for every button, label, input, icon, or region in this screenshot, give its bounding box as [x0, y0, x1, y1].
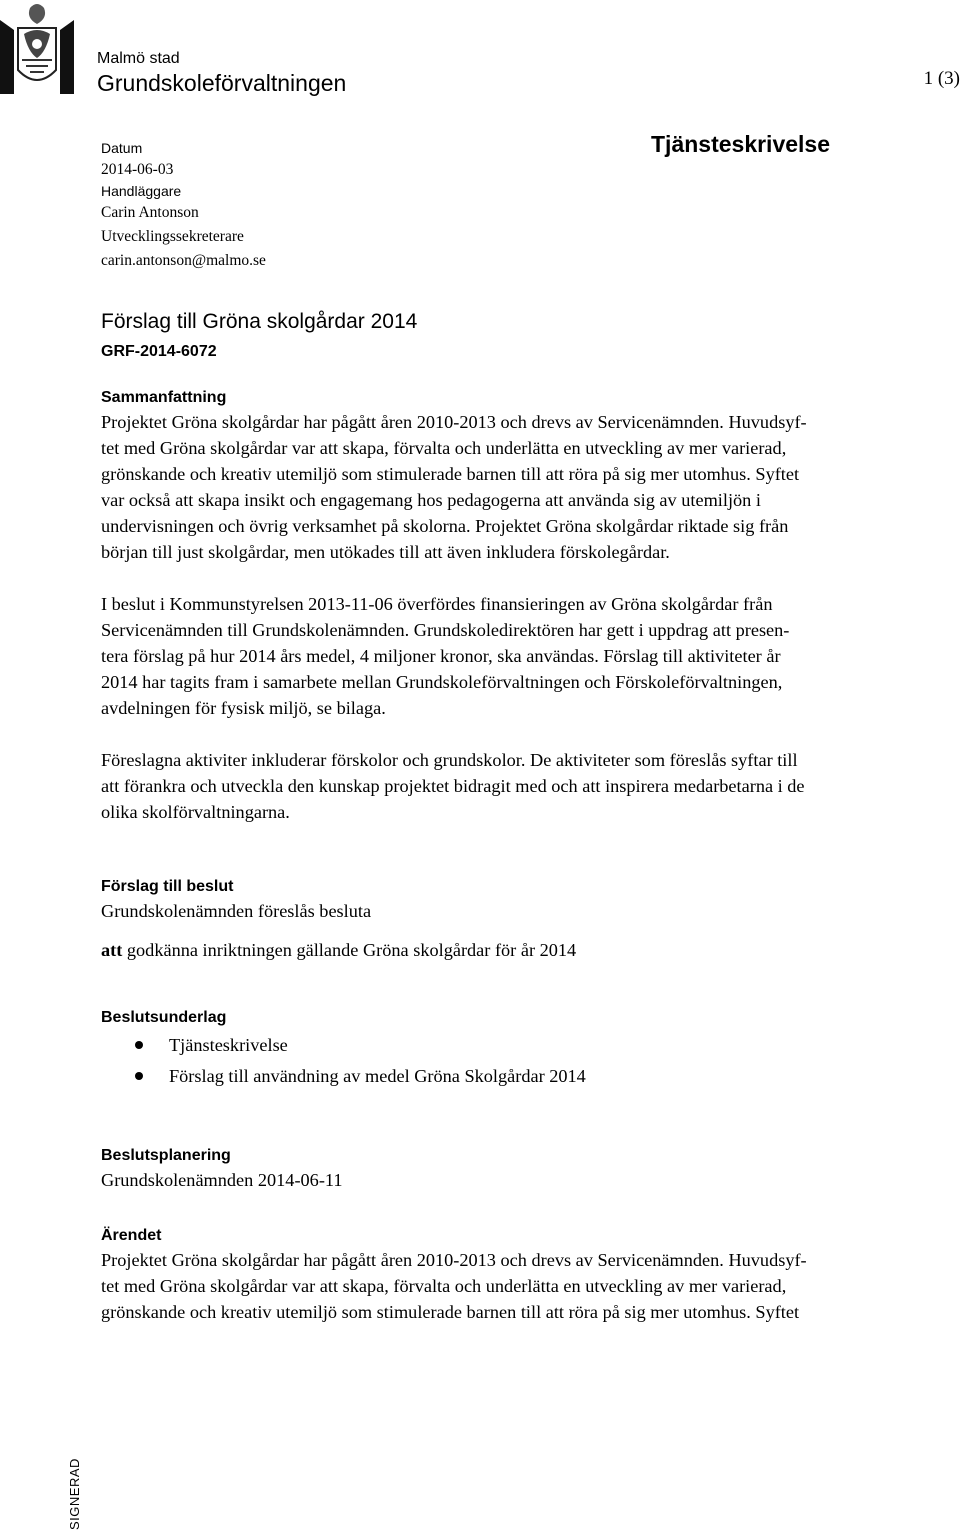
matter-line: Projektet Gröna skolgårdar har pågått åren 2010-2013 och drevs av Servicenämnden. Huvudsyf-: [101, 1250, 807, 1270]
summary-line: I beslut i Kommunstyrelsen 2013-11-06 överfördes finansieringen av Gröna skolgårdar från: [101, 594, 773, 614]
summary-line: början till just skolgårdar, men utökades till att även inkludera förskolegårdar.: [101, 542, 670, 562]
summary-paragraph-1: [101, 409, 960, 565]
malmo-coat-of-arms-logo: [0, 0, 74, 94]
summary-line: Servicenämnden till Grundskolenämnden. Grundskoledirektören har gett i uppdrag att presen-: [101, 620, 790, 640]
planning-section: [101, 1147, 960, 1193]
basis-list: [0, 1030, 586, 1092]
summary-paragraph-3: [101, 747, 960, 825]
handler-name: Carin Antonson: [101, 204, 199, 221]
date-value: 2014-06-03: [101, 161, 174, 178]
summary-line: tet med Gröna skolgårdar var att skapa, förvalta och underlätta en utveckling av mer varierad,: [101, 438, 787, 458]
matter-section: [101, 1227, 960, 1325]
summary-line: tera förslag på hur 2014 års medel, 4 miljoner kronor, ska användas. Förslag till aktiviteter år: [101, 646, 781, 666]
proposal-section: [101, 878, 960, 963]
summary-section: [101, 389, 960, 825]
handler-email: carin.antonson@malmo.se: [101, 252, 266, 269]
matter-paragraph: [101, 1247, 960, 1325]
org-department: Grundskoleförvaltningen: [97, 70, 347, 96]
matter-line: grönskande och kreativ utemiljö som stimulerade barnen till att röra på sig mer utomhus. Syftet: [101, 1302, 800, 1322]
summary-line: Projektet Gröna skolgårdar har pågått åren 2010-2013 och drevs av Servicenämnden. Huvudsyf-: [101, 412, 807, 432]
list-item: Förslag till användning av medel Gröna Skolgårdar 2014: [101, 1061, 586, 1092]
summary-line: olika skolförvaltningarna.: [101, 802, 290, 822]
org-city: Malmö stad: [97, 50, 180, 67]
proposal-heading: Förslag till beslut: [101, 878, 234, 895]
handler-role: Utvecklingssekreterare: [101, 228, 244, 245]
page-number: 1 (3): [923, 68, 960, 89]
summary-line: avdelningen för fysisk miljö, se bilaga.: [101, 698, 386, 718]
bullet-icon: [135, 1072, 143, 1080]
date-label: Datum: [101, 140, 143, 156]
basis-section: [101, 1009, 586, 1092]
att-text: godkänna inriktningen gällande Gröna skolgårdar för år 2014: [122, 940, 577, 960]
matter-line: tet med Gröna skolgårdar var att skapa, förvalta och underlätta en utveckling av mer varierad,: [101, 1276, 787, 1296]
att-keyword: att: [101, 940, 123, 960]
basis-heading: Beslutsunderlag: [101, 1009, 227, 1026]
signed-stamp: SIGNERAD: [67, 1458, 82, 1530]
handler-label: Handläggare: [101, 183, 182, 199]
summary-line: Föreslagna aktiviter inkluderar förskolor och grundskolor. De aktiviteter som föreslås syftar till: [101, 750, 798, 770]
bullet-icon: [135, 1041, 143, 1049]
document-meta: [101, 139, 266, 273]
summary-line: undervisningen och övrig verksamhet på skolorna. Projektet Gröna skolgårdar riktade sig från: [101, 516, 789, 536]
list-item: Tjänsteskrivelse: [101, 1030, 586, 1061]
summary-line: att förankra och utveckla den kunskap projektet bidragit med och att inspirera medarbetarna i de: [101, 776, 805, 796]
matter-heading: Ärendet: [101, 1227, 162, 1244]
document-type: Tjänsteskrivelse: [651, 131, 831, 157]
reference-number: GRF-2014-6072: [101, 343, 217, 360]
summary-heading: Sammanfattning: [101, 389, 227, 406]
summary-line: var också att skapa insikt och engagemang hos pedagogerna att använda sig av utemiljön i: [101, 490, 761, 510]
summary-line: 2014 har tagits fram i samarbete mellan Grundskoleförvaltningen och Förskoleförvaltningen,: [101, 672, 783, 692]
planning-text: Grundskolenämnden 2014-06-11: [101, 1170, 343, 1190]
planning-heading: Beslutsplanering: [101, 1147, 231, 1164]
summary-paragraph-2: [101, 591, 960, 721]
proposal-att-clause: [101, 937, 960, 963]
summary-line: grönskande och kreativ utemiljö som stimulerade barnen till att röra på sig mer utomhus. Syftet: [101, 464, 800, 484]
proposal-intro: Grundskolenämnden föreslås besluta: [101, 901, 372, 921]
document-title: Förslag till Gröna skolgårdar 2014: [101, 310, 418, 333]
